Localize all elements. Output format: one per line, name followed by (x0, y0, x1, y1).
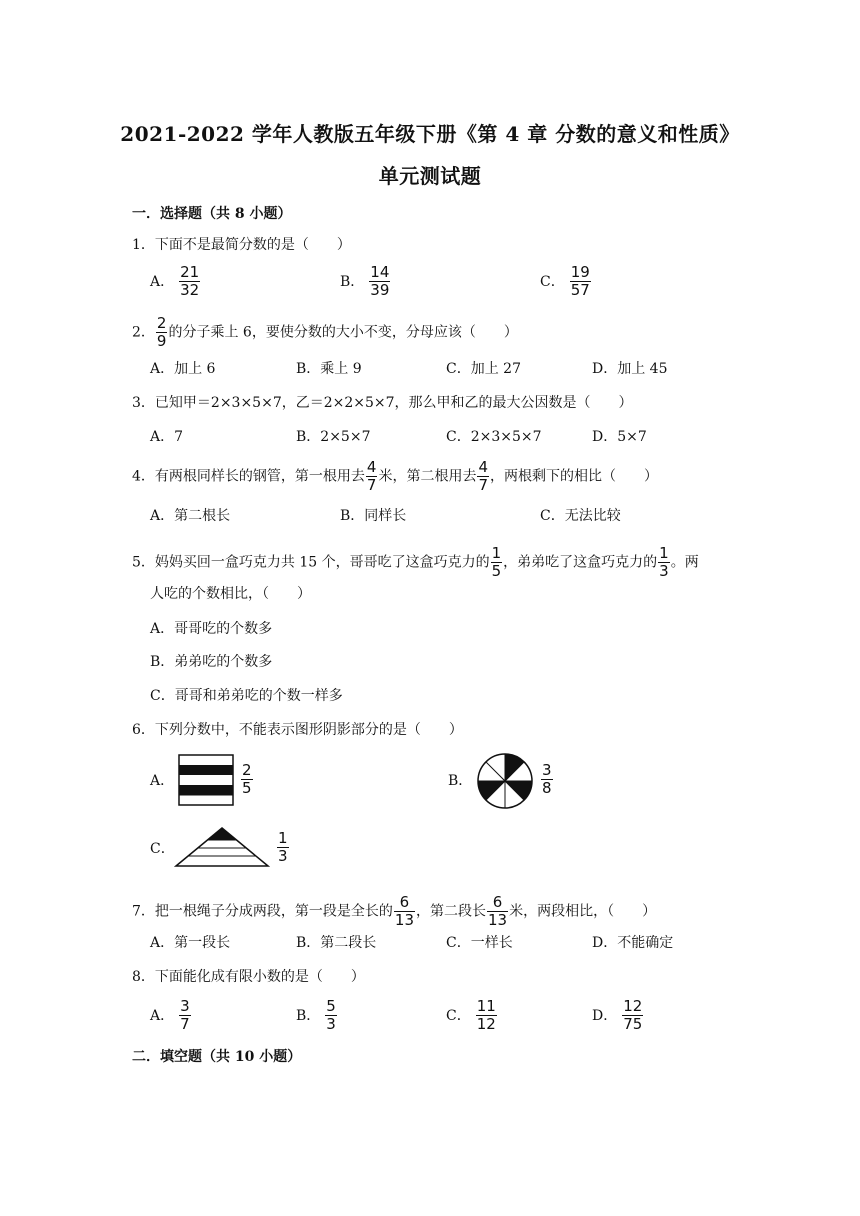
q2-option-d: D．加上 45 (592, 361, 668, 377)
q6-option-b-label: B． (448, 773, 473, 789)
fraction: $\frac{4}{7}$ (366, 458, 377, 494)
q3-option-a: A．7 (150, 429, 184, 445)
fraction: $\frac{19}{57}$ (570, 263, 590, 299)
fraction: $\frac{2}{5}$ (242, 761, 252, 797)
fraction: $\frac{1}{3}$ (278, 829, 288, 865)
q2-option-c: C．加上 27 (446, 361, 521, 377)
q1-option-a: A． $\frac{21}{32}$ (150, 263, 200, 299)
fraction: $\frac{3}{7}$ (180, 997, 190, 1033)
fraction: $\frac{14}{39}$ (370, 263, 390, 299)
q3-option-b: B．2×5×7 (296, 429, 371, 445)
question-5-line2: 人吃的个数相比，（ ） (150, 586, 311, 602)
question-4: 4．有两根同样长的钢管，第一根用去 $\frac{4}{7}$ 米，第二根用去 $\frac{4}{7}$ ，两根剩下的相比（ ） (132, 458, 658, 494)
question-8: 8．下面能化成有限小数的是（ ） (132, 969, 365, 985)
q6-option-a-fraction (240, 762, 254, 797)
q5-option-b: B．弟弟吃的个数多 (150, 654, 273, 670)
q4-option-c: C．无法比较 (540, 508, 621, 524)
fraction: $\frac{6}{13}$ (394, 893, 414, 929)
section-heading-choice: 一．选择题（共 8 小题） (132, 206, 292, 222)
question-2: 2． $\frac{2}{9}$ 的分子乘上 6，要使分数的大小不变，分母应该（ ） (132, 314, 518, 350)
q8-option-d: D． $\frac{12}{75}$ (592, 997, 643, 1033)
question-1: 1．下面不是最简分数的是（ ） (132, 237, 351, 253)
fraction: $\frac{3}{8}$ (542, 761, 552, 797)
fraction: $\frac{21}{32}$ (180, 263, 200, 299)
striped-rectangle-figure (178, 754, 234, 806)
q7-option-a: A．第一段长 (150, 935, 231, 951)
q7-option-c: C．一样长 (446, 935, 513, 951)
page-subtitle: 单元测试题 (378, 164, 482, 188)
q5-option-c: C．哥哥和弟弟吃的个数一样多 (150, 688, 343, 704)
section-heading-fill: 二．填空题（共 10 小题） (132, 1049, 302, 1065)
fraction: $\frac{4}{7}$ (478, 458, 488, 494)
question-6: 6．下列分数中，不能表示图形阴影部分的是（ ） (132, 722, 463, 738)
striped-triangle-figure (174, 826, 270, 868)
q4-option-a: A．第二根长 (150, 508, 231, 524)
page-title: 2021-2022 学年人教版五年级下册《第 4 章 分数的意义和性质》 (120, 122, 740, 146)
q8-option-c: C． $\frac{11}{12}$ (446, 997, 496, 1033)
q4-option-b: B．同样长 (340, 508, 407, 524)
fraction: $\frac{11}{12}$ (476, 997, 496, 1033)
q8-option-b: B． $\frac{5}{3}$ (296, 997, 336, 1033)
fraction: $\frac{1}{3}$ (659, 544, 669, 580)
q7-option-d: D．不能确定 (592, 935, 674, 951)
q2-option-b: B．乘上 9 (296, 361, 362, 377)
q6-option-a-label: A． (150, 773, 175, 789)
circle-eighths-figure (476, 752, 534, 810)
question-3: 3．已知甲＝2×3×5×7，乙＝2×2×5×7，那么甲和乙的最大公因数是（ ） (132, 395, 633, 411)
fraction: $\frac{12}{75}$ (623, 997, 643, 1033)
question-7: 7．把一根绳子分成两段，第一段是全长的 $\frac{6}{13}$ ，第二段长 $\frac{6}{13}$ 米，两段相比，（ ） (132, 893, 657, 929)
q6-option-c-label: C． (150, 841, 175, 857)
q6-option-c-fraction (276, 830, 290, 865)
q8-option-a: A． $\frac{3}{7}$ (150, 997, 190, 1033)
q3-option-d: D．5×7 (592, 429, 647, 445)
fraction: $\frac{6}{13}$ (488, 893, 508, 929)
q3-option-c: C．2×3×5×7 (446, 429, 542, 445)
fraction: $\frac{1}{5}$ (491, 544, 502, 580)
q1-option-b: B． $\frac{14}{39}$ (340, 263, 390, 299)
fraction: $\frac{2}{9}$ (156, 314, 167, 350)
q1-option-c: C． $\frac{19}{57}$ (540, 263, 590, 299)
q2-option-a: A．加上 6 (150, 361, 216, 377)
q6-option-b-fraction (540, 762, 554, 797)
q5-option-a: A．哥哥吃的个数多 (150, 621, 273, 637)
fraction: $\frac{5}{3}$ (326, 997, 336, 1033)
q7-option-b: B．第二段长 (296, 935, 377, 951)
question-5: 5．妈妈买回一盒巧克力共 15 个，哥哥吃了这盒巧克力的 $\frac{1}{5}$ ，弟弟吃了这盒巧克力的 $\frac{1}{3}$ 。两 (132, 544, 699, 580)
